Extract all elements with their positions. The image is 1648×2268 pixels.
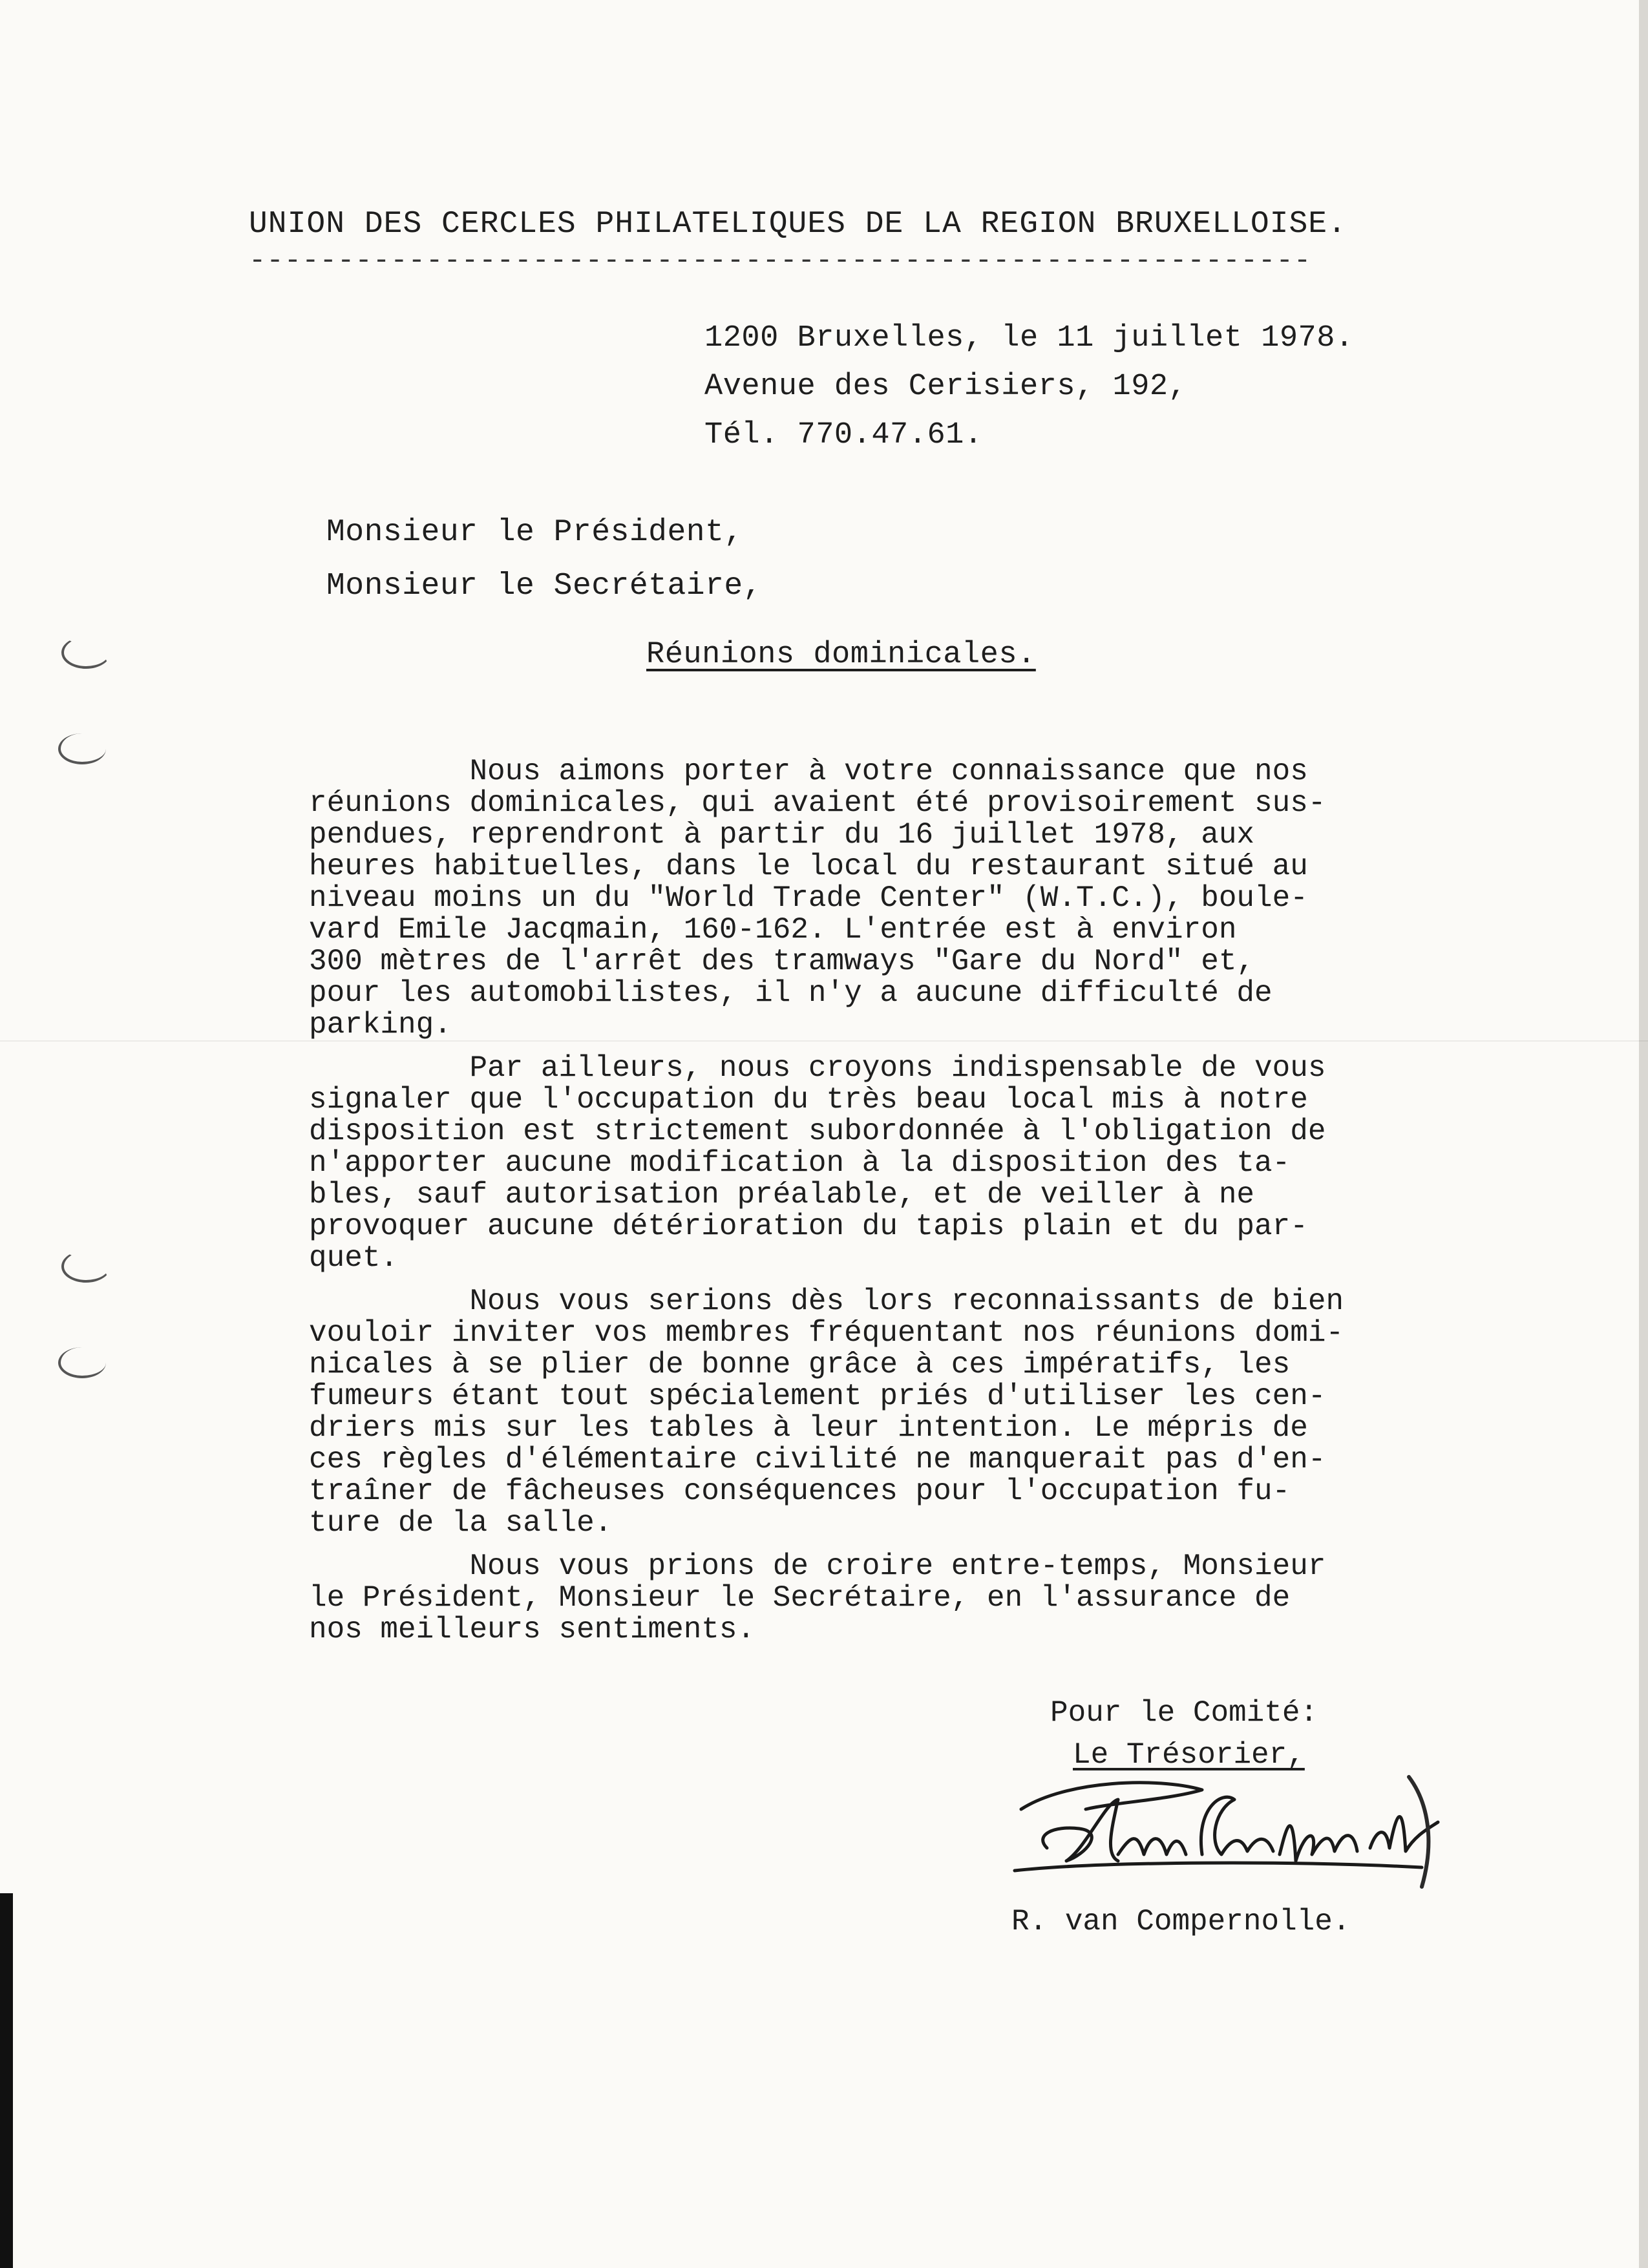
- body-paragraph: Nous aimons porter à votre connaissance que nos réunions dominicales, qui avaient été provisoirement sus- pendues, reprendront à partir du 16 juillet 1978, aux heures habituelles, dans le local du restaurant situé au niveau moins un du "World Trade Center" (W.T.C.), boule- vard Emile Jacqmain, 160-162. L'entrée est à environ 300 mètres de l'arrêt des tramways "Gare du Nord" et, pour les automobilistes, il n'y a aucune difficulté de parking.: [309, 755, 1326, 1042]
- body-paragraph: Nous vous prions de croire entre-temps, Monsieur le Président, Monsieur le Secrétaire, en l'assurance de nos meilleurs sentiments.: [309, 1549, 1326, 1646]
- salutation-secretary: Monsieur le Secrétaire,: [326, 569, 763, 604]
- letter-body: [309, 756, 1472, 1657]
- handwritten-signature: [1008, 1764, 1448, 1893]
- body-paragraph: Nous vous serions dès lors reconnaissants de bien vouloir inviter vos membres fréquentant nos réunions domi- nicales à se plier de bonne grâce à ces impératifs, les fumeurs étant tout spécialement priés d'utiliser les cen- driers mis sur les tables à leur intention. Le mépris de ces règles d'élémentaire civilité ne manquerait pas d'en- traîner de fâcheuses conséquences pour l'occupation fu- ture de la salle.: [309, 1285, 1344, 1540]
- address-date-line: 1200 Bruxelles, le 11 juillet 1978.: [704, 321, 1354, 355]
- body-paragraph: Par ailleurs, nous croyons indispensable de vous signaler que l'occupation du très beau local mis à notre disposition est strictement subordonnée à l'obligation de n'apporter aucune modification à la disposition des ta- bles, sauf autorisation préalable, et de veiller à ne provoquer aucune détérioration du tapis plain et du par- quet.: [309, 1051, 1326, 1275]
- punch-hole-icon: [58, 1347, 106, 1378]
- scan-border: [0, 1893, 13, 2268]
- punch-hole-icon: [58, 733, 106, 764]
- address-phone-line: Tél. 770.47.61.: [704, 418, 983, 452]
- punch-hole-icon: [61, 636, 111, 669]
- address-street-line: Avenue des Cerisiers, 192,: [704, 370, 1187, 404]
- punch-hole-icon: [61, 1250, 111, 1283]
- letterhead-rule: ------------------------------------------------------------: [249, 245, 1312, 277]
- letterhead-title: UNION DES CERCLES PHILATELIQUES DE LA REGION BRUXELLOISE.: [249, 207, 1347, 242]
- signer-name: R. van Compernolle.: [1011, 1905, 1351, 1938]
- closing-committee: Pour le Comité:: [1050, 1696, 1318, 1730]
- page-edge-shadow: [1639, 0, 1648, 2268]
- closing-role: Le Trésorier,: [1073, 1738, 1305, 1772]
- letter-subject: Réunions dominicales.: [646, 638, 1036, 672]
- salutation-president: Monsieur le Président,: [326, 515, 743, 550]
